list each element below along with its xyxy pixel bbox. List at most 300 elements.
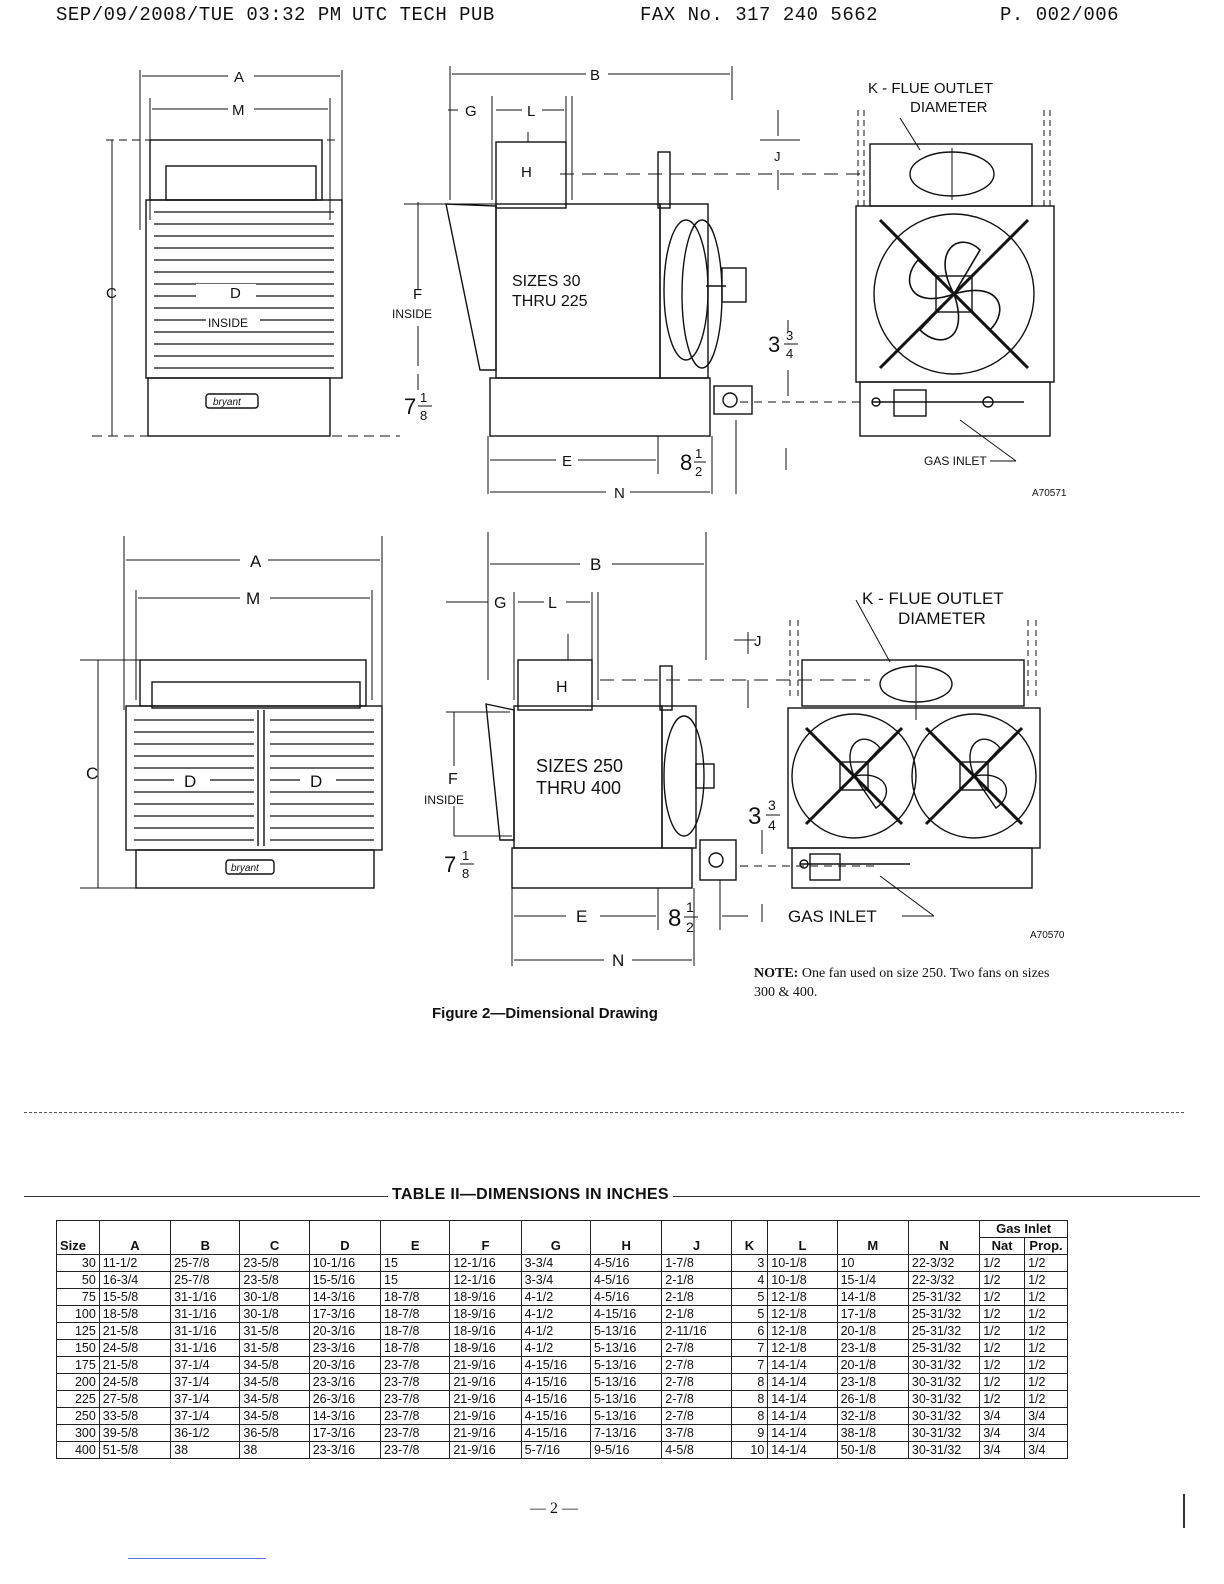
table-cell: 3/4 [1025, 1442, 1068, 1459]
table-cell: 4-5/8 [662, 1442, 731, 1459]
table-cell: 1/2 [1025, 1306, 1068, 1323]
table-cell: 23-1/8 [837, 1374, 908, 1391]
table-cell: 18-7/8 [381, 1340, 450, 1357]
table-cell: 4-15/16 [521, 1408, 590, 1425]
bottom-ref-id: A70570 [1030, 930, 1065, 941]
table-cell: 23-7/8 [381, 1425, 450, 1442]
table-cell: 21-9/16 [450, 1391, 521, 1408]
dimensional-drawing [0, 40, 1224, 1010]
col-l: L [768, 1221, 837, 1255]
table-cell: 5-7/16 [521, 1442, 590, 1459]
table-cell: 21-9/16 [450, 1425, 521, 1442]
fan-note [754, 964, 1064, 1002]
table-cell: 22-3/32 [908, 1255, 979, 1272]
margin-mark [1183, 1494, 1185, 1528]
table-cell: 12-1/16 [450, 1272, 521, 1289]
table-cell: 14-1/4 [768, 1391, 837, 1408]
table-cell: 2-1/8 [662, 1289, 731, 1306]
table-row [57, 1357, 1068, 1374]
table-cell: 250 [57, 1408, 100, 1425]
table-cell: 31-1/16 [171, 1289, 240, 1306]
dim-8-whole-bottom: 8 [668, 905, 682, 932]
dim-7-num-bottom: 1 [462, 848, 470, 863]
table-row [57, 1323, 1068, 1340]
flue-label-1-bottom: K - FLUE OUTLET [862, 589, 1004, 608]
flue-label-2: DIAMETER [910, 99, 988, 116]
table-cell: 20-1/8 [837, 1323, 908, 1340]
table-cell: 4-5/16 [590, 1289, 661, 1306]
table-cell: 23-1/8 [837, 1340, 908, 1357]
label-e-bottom: E [576, 907, 588, 926]
top-ref-id: A70571 [1032, 488, 1067, 499]
table-cell: 7 [731, 1357, 768, 1374]
table-cell: 8 [731, 1408, 768, 1425]
table-cell: 14-1/4 [768, 1374, 837, 1391]
flue-label-1: K - FLUE OUTLET [868, 80, 994, 97]
table-cell: 14-1/8 [837, 1289, 908, 1306]
bottom-front-view [80, 536, 382, 888]
table-row [57, 1425, 1068, 1442]
table-cell: 2-1/8 [662, 1272, 731, 1289]
table-cell: 3-3/4 [521, 1255, 590, 1272]
table-cell: 21-9/16 [450, 1357, 521, 1374]
table-cell: 1-7/8 [662, 1255, 731, 1272]
label-f-inside: INSIDE [392, 307, 433, 321]
table-title-bar [24, 1186, 1200, 1208]
col-k: K [731, 1221, 768, 1255]
table-cell: 34-5/8 [240, 1374, 309, 1391]
table-cell: 31-1/16 [171, 1306, 240, 1323]
table-cell: 31-1/16 [171, 1340, 240, 1357]
page-number: — 2 — [530, 1500, 578, 1517]
label-f-bottom: F [448, 771, 458, 788]
top-side-view [392, 66, 860, 502]
top-front-view [92, 69, 400, 436]
label-n: N [614, 485, 625, 502]
table-cell: 2-7/8 [662, 1391, 731, 1408]
label-d: D [230, 285, 241, 302]
fax-header [0, 4, 1224, 30]
table-cell: 5-13/16 [590, 1408, 661, 1425]
label-d-left: D [184, 772, 197, 791]
brand-logo-bottom: bryant [231, 863, 259, 874]
table-row [57, 1255, 1068, 1272]
label-b-bottom: B [590, 555, 602, 574]
label-b: B [590, 67, 601, 84]
table-cell: 2-11/16 [662, 1323, 731, 1340]
col-e: E [381, 1221, 450, 1255]
table-cell: 30-31/32 [908, 1357, 979, 1374]
table-cell: 21-5/8 [99, 1357, 170, 1374]
note-prefix: NOTE: [754, 966, 799, 981]
top-gas-inlet-label: GAS INLET [924, 454, 987, 468]
table-cell: 1/2 [980, 1374, 1025, 1391]
label-l-bottom: L [548, 595, 557, 612]
label-d-inside: INSIDE [208, 316, 249, 330]
table-cell: 34-5/8 [240, 1408, 309, 1425]
table-cell: 37-1/4 [171, 1357, 240, 1374]
table-cell: 4-1/2 [521, 1289, 590, 1306]
table-cell: 18-9/16 [450, 1323, 521, 1340]
table-row [57, 1272, 1068, 1289]
bottom-size-label-2: THRU 400 [536, 778, 622, 798]
table-cell: 26-3/16 [309, 1391, 380, 1408]
table-cell: 31-5/8 [240, 1340, 309, 1357]
label-h: H [521, 164, 532, 181]
table-cell: 25-31/32 [908, 1289, 979, 1306]
table-cell: 30-1/8 [240, 1306, 309, 1323]
dim-3-num: 3 [786, 328, 794, 343]
table-cell: 10 [731, 1442, 768, 1459]
table-cell: 18-7/8 [381, 1289, 450, 1306]
table-cell: 4-15/16 [521, 1391, 590, 1408]
table-cell: 9 [731, 1425, 768, 1442]
dimensions-table [56, 1220, 1068, 1459]
table-cell: 21-9/16 [450, 1374, 521, 1391]
table-cell: 4-1/2 [521, 1323, 590, 1340]
table-cell: 30-31/32 [908, 1374, 979, 1391]
label-j-bottom: J [754, 633, 762, 650]
table-cell: 51-5/8 [99, 1442, 170, 1459]
table-cell: 32-1/8 [837, 1408, 908, 1425]
col-group-gas-inlet: Gas Inlet [980, 1221, 1068, 1238]
table-cell: 14-1/4 [768, 1425, 837, 1442]
table-cell: 34-5/8 [240, 1357, 309, 1374]
table-cell: 10-1/8 [768, 1255, 837, 1272]
top-size-label-1: SIZES 30 [512, 273, 581, 290]
table-cell: 12-1/8 [768, 1306, 837, 1323]
dim-8-whole: 8 [680, 450, 693, 475]
table-cell: 33-5/8 [99, 1408, 170, 1425]
fax-number: FAX No. 317 240 5662 [640, 4, 879, 26]
dim-7-den-bottom: 8 [462, 866, 470, 881]
dim-3-whole-bottom: 3 [748, 803, 762, 830]
label-f-bottom-inside: INSIDE [424, 793, 465, 807]
label-a-bottom: A [250, 552, 262, 571]
label-e: E [562, 453, 573, 470]
table-cell: 3/4 [1025, 1408, 1068, 1425]
table-cell: 100 [57, 1306, 100, 1323]
table-cell: 10-1/16 [309, 1255, 380, 1272]
col-b: B [171, 1221, 240, 1255]
table-cell: 125 [57, 1323, 100, 1340]
table-cell: 18-5/8 [99, 1306, 170, 1323]
top-rear-view [856, 80, 1067, 499]
label-a: A [234, 69, 245, 86]
dim-8-den: 2 [695, 464, 703, 479]
scan-mark [128, 1558, 266, 1559]
table-cell: 30-31/32 [908, 1391, 979, 1408]
table-cell: 3 [731, 1255, 768, 1272]
table-cell: 21-5/8 [99, 1323, 170, 1340]
table-cell: 15-1/4 [837, 1272, 908, 1289]
table-cell: 38-1/8 [837, 1425, 908, 1442]
col-size: Size [57, 1221, 100, 1255]
table-cell: 26-1/8 [837, 1391, 908, 1408]
table-cell: 37-1/4 [171, 1391, 240, 1408]
col-prop: Prop. [1025, 1238, 1068, 1255]
table-cell: 1/2 [1025, 1357, 1068, 1374]
table-cell: 12-1/16 [450, 1255, 521, 1272]
table-cell: 18-9/16 [450, 1340, 521, 1357]
dim-7-whole-bottom: 7 [444, 852, 457, 877]
table-cell: 31-1/16 [171, 1323, 240, 1340]
table-cell: 300 [57, 1425, 100, 1442]
table-cell: 4-1/2 [521, 1340, 590, 1357]
table-cell: 15-5/8 [99, 1289, 170, 1306]
table-cell: 24-5/8 [99, 1340, 170, 1357]
table-cell: 1/2 [1025, 1374, 1068, 1391]
table-cell: 23-7/8 [381, 1374, 450, 1391]
table-cell: 3-3/4 [521, 1272, 590, 1289]
table-cell: 4-15/16 [521, 1374, 590, 1391]
label-m: M [232, 102, 245, 119]
table-cell: 5-13/16 [590, 1357, 661, 1374]
table-cell: 3/4 [980, 1408, 1025, 1425]
table-cell: 20-1/8 [837, 1357, 908, 1374]
table-cell: 25-31/32 [908, 1306, 979, 1323]
table-cell: 37-1/4 [171, 1408, 240, 1425]
table-row [57, 1442, 1068, 1459]
bottom-size-label-1: SIZES 250 [536, 756, 624, 776]
table-cell: 17-1/8 [837, 1306, 908, 1323]
table-cell: 14-1/4 [768, 1408, 837, 1425]
table-cell: 1/2 [1025, 1255, 1068, 1272]
table-cell: 18-9/16 [450, 1289, 521, 1306]
fax-datetime: SEP/09/2008/TUE 03:32 PM [56, 4, 342, 26]
dim-3-num-bottom: 3 [768, 797, 776, 813]
table-cell: 21-9/16 [450, 1442, 521, 1459]
table-cell: 15-5/16 [309, 1272, 380, 1289]
table-cell: 200 [57, 1374, 100, 1391]
table-cell: 24-5/8 [99, 1374, 170, 1391]
table-cell: 1/2 [1025, 1272, 1068, 1289]
table-body [57, 1255, 1068, 1459]
table-cell: 10 [837, 1255, 908, 1272]
table-cell: 23-7/8 [381, 1391, 450, 1408]
label-g: G [465, 103, 477, 120]
table-cell: 1/2 [1025, 1289, 1068, 1306]
table-cell: 7-13/16 [590, 1425, 661, 1442]
label-j: J [774, 149, 781, 164]
dim-8-den-bottom: 2 [686, 919, 694, 935]
table-cell: 5-13/16 [590, 1323, 661, 1340]
table-cell: 4-15/16 [521, 1425, 590, 1442]
table-cell: 37-1/4 [171, 1374, 240, 1391]
table-cell: 1/2 [980, 1306, 1025, 1323]
table-row [57, 1289, 1068, 1306]
page-divider [24, 1112, 1184, 1113]
table-title: TABLE II—DIMENSIONS IN INCHES [388, 1186, 673, 1204]
table-row [57, 1391, 1068, 1408]
table-cell: 30-1/8 [240, 1289, 309, 1306]
label-c: C [106, 285, 117, 302]
table-cell: 2-7/8 [662, 1357, 731, 1374]
bottom-rear-view [788, 589, 1065, 941]
table-cell: 23-7/8 [381, 1442, 450, 1459]
table-cell: 16-3/4 [99, 1272, 170, 1289]
label-g-bottom: G [494, 595, 507, 612]
col-h: H [590, 1221, 661, 1255]
table-cell: 9-5/16 [590, 1442, 661, 1459]
table-cell: 8 [731, 1374, 768, 1391]
table-cell: 36-5/8 [240, 1425, 309, 1442]
table-cell: 25-31/32 [908, 1323, 979, 1340]
table-cell: 5 [731, 1306, 768, 1323]
table-cell: 23-3/16 [309, 1442, 380, 1459]
table-cell: 25-31/32 [908, 1340, 979, 1357]
table-cell: 18-7/8 [381, 1323, 450, 1340]
table-cell: 23-7/8 [381, 1357, 450, 1374]
table-cell: 3/4 [980, 1425, 1025, 1442]
table-cell: 1/2 [980, 1323, 1025, 1340]
table-cell: 5-13/16 [590, 1374, 661, 1391]
col-d: D [309, 1221, 380, 1255]
col-n: N [908, 1221, 979, 1255]
table-cell: 17-3/16 [309, 1425, 380, 1442]
table-cell: 38 [171, 1442, 240, 1459]
brand-logo: bryant [213, 397, 241, 408]
table-cell: 50-1/8 [837, 1442, 908, 1459]
table-cell: 14-1/4 [768, 1357, 837, 1374]
table-cell: 21-9/16 [450, 1408, 521, 1425]
table-cell: 3/4 [980, 1442, 1025, 1459]
dim-8-num: 1 [695, 446, 703, 461]
table-cell: 150 [57, 1340, 100, 1357]
table-cell: 18-7/8 [381, 1306, 450, 1323]
table-cell: 34-5/8 [240, 1391, 309, 1408]
table-cell: 225 [57, 1391, 100, 1408]
table-cell: 1/2 [980, 1255, 1025, 1272]
bottom-gas-inlet-label: GAS INLET [788, 907, 877, 926]
table-cell: 1/2 [980, 1340, 1025, 1357]
table-cell: 4-5/16 [590, 1272, 661, 1289]
table-cell: 18-9/16 [450, 1306, 521, 1323]
table-cell: 2-7/8 [662, 1408, 731, 1425]
label-h-bottom: H [556, 679, 568, 696]
table-cell: 23-5/8 [240, 1272, 309, 1289]
table-cell: 75 [57, 1289, 100, 1306]
table-cell: 4 [731, 1272, 768, 1289]
label-m-bottom: M [246, 589, 261, 608]
table-cell: 22-3/32 [908, 1272, 979, 1289]
table-cell: 25-7/8 [171, 1255, 240, 1272]
note-text: One fan used on size 250. Two fans on sizes 300 & 400. [754, 966, 1050, 1000]
col-nat: Nat [980, 1238, 1025, 1255]
table-cell: 2-7/8 [662, 1340, 731, 1357]
dim-7-num: 1 [420, 390, 428, 405]
label-c-bottom: C [86, 764, 99, 783]
table-cell: 14-3/16 [309, 1408, 380, 1425]
label-d-right: D [310, 772, 323, 791]
table-cell: 8 [731, 1391, 768, 1408]
table-cell: 1/2 [1025, 1340, 1068, 1357]
fax-sender: UTC TECH PUB [352, 4, 495, 26]
table-cell: 27-5/8 [99, 1391, 170, 1408]
table-cell: 14-1/4 [768, 1442, 837, 1459]
col-m: M [837, 1221, 908, 1255]
table-cell: 2-7/8 [662, 1374, 731, 1391]
col-j: J [662, 1221, 731, 1255]
label-n-bottom: N [612, 951, 625, 970]
table-cell: 23-3/16 [309, 1340, 380, 1357]
table-cell: 11-1/2 [99, 1255, 170, 1272]
table-cell: 15 [381, 1255, 450, 1272]
table-row [57, 1340, 1068, 1357]
table-cell: 12-1/8 [768, 1340, 837, 1357]
table-row [57, 1374, 1068, 1391]
table-cell: 38 [240, 1442, 309, 1459]
table-cell: 23-3/16 [309, 1374, 380, 1391]
table-cell: 31-5/8 [240, 1323, 309, 1340]
table-cell: 400 [57, 1442, 100, 1459]
dim-3-whole: 3 [768, 332, 781, 357]
table-cell: 20-3/16 [309, 1323, 380, 1340]
col-a: A [99, 1221, 170, 1255]
table-cell: 4-15/16 [590, 1306, 661, 1323]
table-cell: 14-3/16 [309, 1289, 380, 1306]
table-cell: 4-15/16 [521, 1357, 590, 1374]
table-cell: 17-3/16 [309, 1306, 380, 1323]
col-f: F [450, 1221, 521, 1255]
col-g: G [521, 1221, 590, 1255]
table-cell: 12-1/8 [768, 1289, 837, 1306]
table-cell: 23-5/8 [240, 1255, 309, 1272]
fax-page: P. 002/006 [1000, 4, 1120, 26]
table-cell: 10-1/8 [768, 1272, 837, 1289]
table-cell: 30-31/32 [908, 1408, 979, 1425]
table-cell: 3/4 [1025, 1425, 1068, 1442]
table-cell: 5-13/16 [590, 1391, 661, 1408]
table-cell: 1/2 [1025, 1323, 1068, 1340]
table-cell: 36-1/2 [171, 1425, 240, 1442]
col-c: C [240, 1221, 309, 1255]
table-cell: 15 [381, 1272, 450, 1289]
label-f: F [413, 286, 423, 303]
table-cell: 7 [731, 1340, 768, 1357]
table-cell: 6 [731, 1323, 768, 1340]
figure-caption: Figure 2—Dimensional Drawing [432, 1005, 658, 1022]
table-cell: 30 [57, 1255, 100, 1272]
dim-3-den: 4 [786, 346, 794, 361]
table-cell: 12-1/8 [768, 1323, 837, 1340]
bottom-side-view [424, 532, 880, 970]
table-row [57, 1408, 1068, 1425]
table-cell: 4-5/16 [590, 1255, 661, 1272]
label-l: L [527, 103, 536, 120]
table-cell: 20-3/16 [309, 1357, 380, 1374]
table-cell: 1/2 [980, 1272, 1025, 1289]
table-cell: 2-1/8 [662, 1306, 731, 1323]
table-cell: 23-7/8 [381, 1408, 450, 1425]
table-cell: 5 [731, 1289, 768, 1306]
table-cell: 30-31/32 [908, 1425, 979, 1442]
flue-label-2-bottom: DIAMETER [898, 609, 986, 628]
table-row [57, 1306, 1068, 1323]
table-cell: 4-1/2 [521, 1306, 590, 1323]
table-cell: 5-13/16 [590, 1340, 661, 1357]
table-cell: 50 [57, 1272, 100, 1289]
table-cell: 1/2 [980, 1357, 1025, 1374]
dim-3-den-bottom: 4 [768, 817, 776, 833]
table-cell: 1/2 [980, 1391, 1025, 1408]
dim-7-whole: 7 [404, 394, 417, 419]
top-size-label-2: THRU 225 [512, 293, 588, 310]
table-cell: 39-5/8 [99, 1425, 170, 1442]
table-cell: 3-7/8 [662, 1425, 731, 1442]
dim-7-den: 8 [420, 408, 428, 423]
table-cell: 175 [57, 1357, 100, 1374]
